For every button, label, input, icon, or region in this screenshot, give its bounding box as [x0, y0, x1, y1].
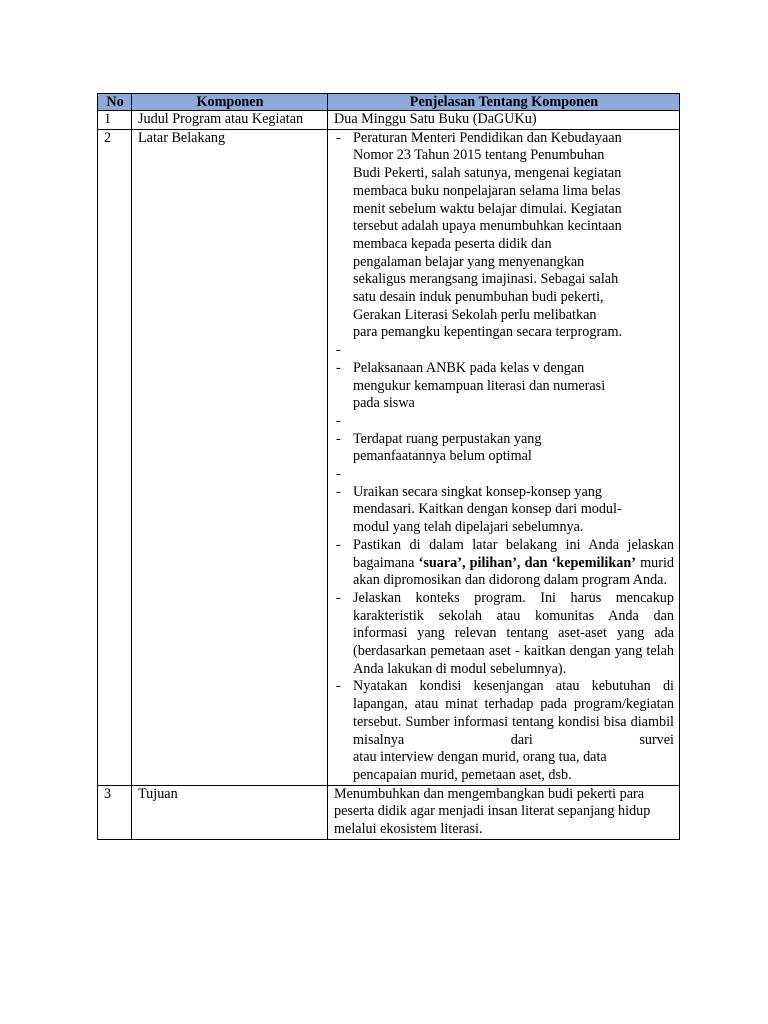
program-table	[97, 93, 680, 840]
dash-bullet: -	[336, 589, 341, 606]
header-row	[98, 94, 680, 111]
list-line: pengalaman belajar yang menyenangkan	[353, 253, 585, 270]
row-no: 3	[98, 785, 132, 839]
list-line: sekaligus merangsang imajinasi. Sebagai salah	[353, 271, 619, 288]
list-line: Budi Pekerti, salah satunya, mengenai kegiatan	[353, 165, 622, 182]
text-line: Menumbuhkan dan mengembangkan budi pekerti para	[334, 785, 645, 802]
list-item-empty	[334, 466, 674, 484]
header-no: No	[98, 94, 132, 111]
header-komponen: Komponen	[132, 94, 328, 111]
row-penjelasan	[328, 129, 680, 785]
list-text: Nyatakan kondisi kesenjangan atau kebutuhan di lapangan, atau minat terhadap pada program/kegiatan tersebut. Sumber informasi tentang kondisi bisa diambil misalnya dari survei	[353, 678, 674, 748]
row-no: 1	[98, 111, 132, 130]
row-penjelasan	[328, 785, 680, 839]
dash-bullet: -	[336, 412, 341, 429]
dash-bullet: -	[336, 129, 341, 146]
row-komponen: Judul Program atau Kegiatan	[132, 111, 328, 130]
row-penjelasan: Dua Minggu Satu Buku (DaGUKu)	[328, 111, 680, 130]
list-item-empty	[334, 342, 674, 360]
list-line: membaca buku nonpelajaran selama lima belas	[353, 182, 621, 199]
list-line: membaca kepada peserta didik dan	[353, 235, 552, 252]
list-line: modul yang telah dipelajari sebelumnya.	[353, 519, 584, 536]
row-komponen: Tujuan	[132, 785, 328, 839]
list-line: para pemangku kepentingan secara terprogram.	[353, 324, 623, 341]
list-text: Pastikan di dalam latar belakang ini Anda jelaskan bagaimana	[353, 536, 674, 571]
list-line: pada siswa	[353, 395, 415, 412]
row-no: 2	[98, 129, 132, 785]
list-line: mengukur kemampuan literasi dan numerasi	[353, 377, 606, 394]
text-line: melalui ekosistem literasi.	[334, 821, 483, 838]
list-line: pencapaian murid, pemetaan aset, dsb.	[353, 766, 572, 783]
list-line: mendasari. Kaitkan dengan konsep dari modul-	[353, 501, 622, 518]
table-row	[98, 785, 680, 839]
table-row	[98, 129, 680, 785]
list-item	[334, 130, 674, 342]
dash-bullet: -	[336, 359, 341, 376]
list-item	[334, 431, 674, 466]
list-line: satu desain induk penumbuhan budi pekerti,	[353, 289, 604, 306]
list-item	[334, 537, 674, 590]
list-item-empty	[334, 413, 674, 431]
list-text: murid akan dipromosikan dan didorong dalam program Anda.	[353, 554, 674, 589]
table-row	[98, 111, 680, 130]
dash-bullet: -	[336, 466, 341, 483]
list-line: Gerakan Literasi Sekolah perlu melibatkan	[353, 306, 597, 323]
list-text: Jelaskan konteks program. Ini harus mencakup karakteristik sekolah atau komunitas Anda dan informasi yang relevan tentang aset-aset yang ada (berdasarkan pemetaan aset - kaitkan dengan yang telah Anda lakukan di modul sebelumnya).	[353, 589, 674, 677]
list-line: Peraturan Menteri Pendidikan dan Kebudayaan	[353, 129, 622, 146]
dash-bullet: -	[336, 430, 341, 447]
list-line: Terdapat ruang perpustakan yang	[353, 430, 542, 447]
list-text-bold: ‘suara’, pilihan’, dan ‘kepemilikan’	[418, 554, 636, 571]
dash-bullet: -	[336, 342, 341, 359]
list-line: Nomor 23 Tahun 2015 tentang Penumbuhan	[353, 147, 605, 164]
header-penjelasan: Penjelasan Tentang Komponen	[328, 94, 680, 111]
list-line: pemanfaatannya belum optimal	[353, 448, 532, 465]
list-line: atau interview dengan murid, orang tua, data	[353, 749, 607, 766]
dash-bullet: -	[336, 678, 341, 695]
dash-bullet: -	[336, 483, 341, 500]
list-item	[334, 484, 674, 537]
list-line: Uraikan secara singkat konsep-konsep yang	[353, 483, 602, 500]
text-line: peserta didik agar menjadi insan literat sepanjang hidup	[334, 803, 651, 820]
dash-bullet: -	[336, 536, 341, 553]
list-line: Pelaksanaan ANBK pada kelas v dengan	[353, 359, 585, 376]
list-item	[334, 590, 674, 679]
row-komponen: Latar Belakang	[132, 129, 328, 785]
list-line: menit sebelum waktu belajar dimulai. Kegiatan	[353, 200, 622, 217]
list-line: tersebut adalah upaya menumbuhkan kecintaan	[353, 218, 622, 235]
list-item	[334, 360, 674, 413]
list-item	[334, 678, 674, 784]
